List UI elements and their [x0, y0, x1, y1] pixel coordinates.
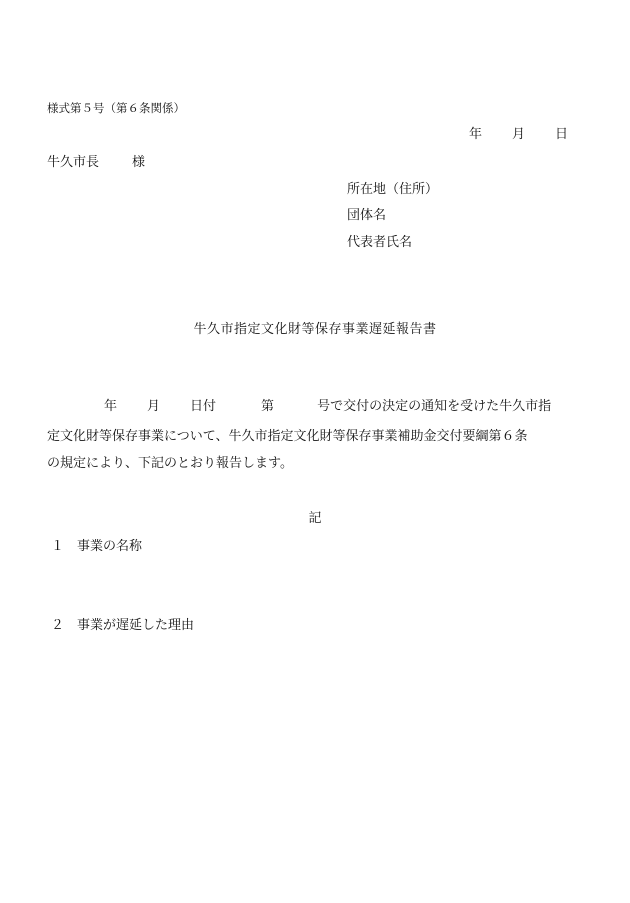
item-number: ２: [51, 618, 65, 633]
body-line-1: [47, 392, 587, 422]
date-line: [469, 127, 568, 143]
document-title: 牛久市指定文化財等保存事業遅延報告書: [193, 322, 437, 337]
item-2: [51, 614, 194, 633]
date-month: 月: [511, 127, 525, 142]
item-label: 事業が遅延した理由: [77, 618, 195, 633]
body-dai: 第: [261, 399, 275, 414]
body-line-2: 定文化財等保存事業について、牛久市指定文化財等保存事業補助金交付要綱第６条: [47, 429, 528, 444]
body-month: 月: [147, 399, 161, 414]
sender-representative-label: 代表者氏名: [347, 235, 413, 250]
addressee-name: 牛久市長: [47, 155, 100, 170]
item-number: １: [51, 539, 65, 554]
form-number: 様式第５号（第６条関係）: [47, 101, 185, 115]
body-year: 年: [104, 399, 118, 414]
sender-group-label: 団体名: [347, 208, 387, 223]
body-line-1-rest: 号で交付の決定の通知を受けた牛久市指: [317, 399, 552, 414]
body-line-3: の規定により、下記のとおり報告します。: [47, 456, 293, 471]
addressee-honorific: 様: [132, 155, 146, 170]
date-day: 日: [554, 127, 568, 142]
item-label: 事業の名称: [77, 539, 143, 554]
date-year: 年: [468, 127, 482, 142]
item-1: [51, 535, 142, 554]
body-day: 日付: [190, 399, 217, 414]
sender-address-label: 所在地（住所）: [347, 182, 439, 197]
ki-heading: 記: [308, 511, 322, 526]
addressee: [47, 155, 145, 171]
